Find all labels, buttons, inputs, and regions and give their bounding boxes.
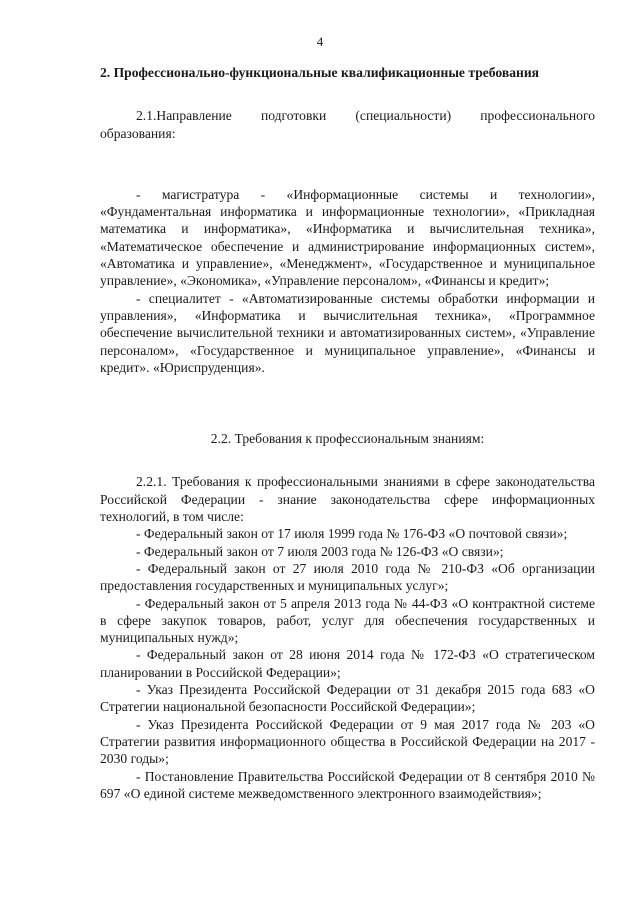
page-number: 4	[316, 34, 324, 49]
law-item: - Указ Президента Российской Федерации от 31 декабря 2015 года 683 «О Стратегии национальной безопасности Российской Федерации»;	[100, 682, 595, 715]
law-item: - Постановление Правительства Российской Федерации от 8 сентября 2010 № 697 «О единой системе межведомственного электронного взаимодействия»;	[100, 768, 595, 801]
knowledge-requirements-title: 2.2. Требования к профессиональным знаниям:	[210, 431, 485, 447]
education-intro: 2.1.Направление подготовки (специальности) профессионального образования:	[100, 108, 595, 141]
masters-paragraph: - магистратура - «Информационные системы и технологии», «Фундаментальная информатика и информационные технологии», «Прикладная математика и информатика», «Информатика и вычислительная техника», «Математическое обеспечение и администрирование информационных систем», «Автоматика и управление», «Менеджмент», «Государственное и муниципальное управление», «Экономика», «Управление персоналом», «Финансы и кредит»;	[100, 186, 595, 289]
section-heading: 2. Профессионально-функциональные квалификационные требования	[100, 65, 540, 80]
law-item: - Федеральный закон от 27 июля 2010 года № 210-ФЗ «Об организации предоставления государственных и муниципальных услуг»;	[100, 560, 595, 594]
law-item: - Федеральный закон от 17 июля 1999 года № 176-ФЗ «О почтовой связи»;	[136, 526, 568, 542]
law-item: - Федеральный закон от 7 июля 2003 года № 126-ФЗ «О связи»;	[136, 543, 504, 559]
law-item: - Указ Президента Российской Федерации от 9 мая 2017 года № 203 «О Стратегии развития информационного общества в Российской Федерации на 2017 - 2030 годы»;	[100, 716, 595, 767]
law-item: - Федеральный закон от 5 апреля 2013 года № 44-ФЗ «О контрактной системе в сфере закупок товаров, работ, услуг для обеспечения государственных и муниципальных нужд»;	[100, 595, 595, 646]
specialist-paragraph: - специалитет - «Автоматизированные системы обработки информации и управления», «Информатика и вычислительная техника», «Программное обеспечение вычислительной техники и автоматизированных систем», «Управление персоналом», «Государственное и муниципальное управление», «Финансы и кредит». «Юриспруденция».	[100, 290, 595, 375]
document-body	[100, 64, 595, 802]
legislation-intro: 2.2.1. Требования к профессиональными знаниями в сфере законодательства Российской Федерации - знание законодательства сфере информационных технологий, в том числе:	[100, 474, 595, 525]
law-item: - Федеральный закон от 28 июня 2014 года № 172-ФЗ «О стратегическом планировании в Российской Федерации»;	[100, 647, 595, 680]
